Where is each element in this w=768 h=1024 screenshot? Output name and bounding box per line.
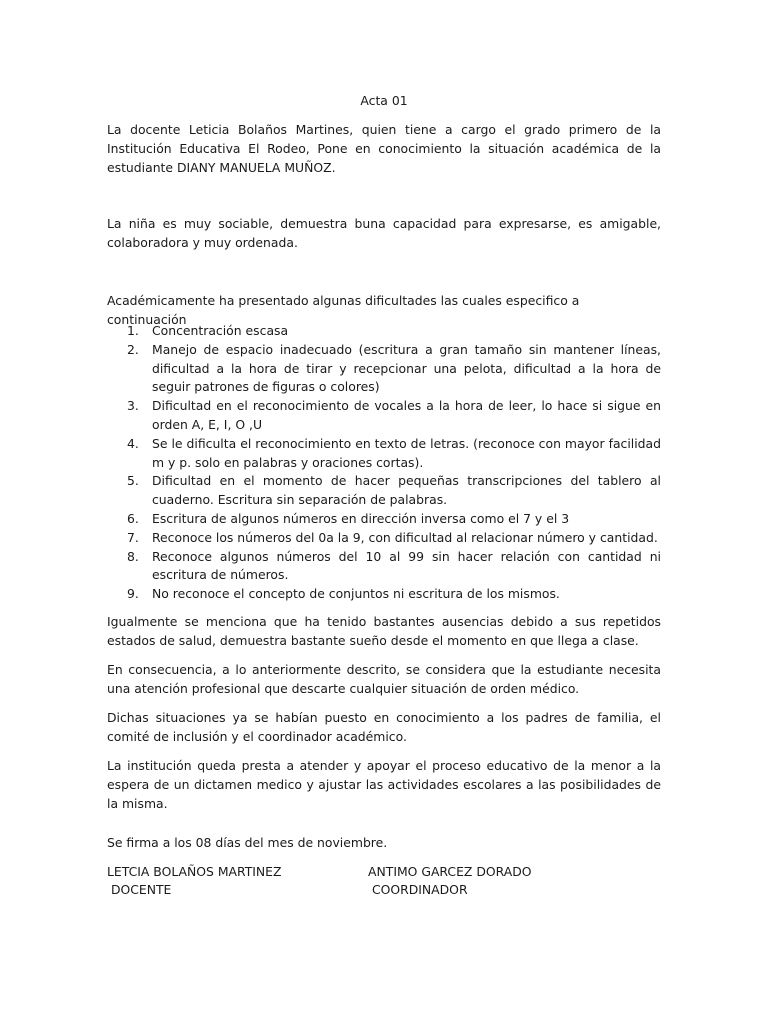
list-item-text: Dificultad en el momento de hacer pequeñas transcripciones del tablero al cuaderno. Escritura sin separación de palabras. <box>152 473 661 508</box>
list-item-number: 9. <box>127 586 139 602</box>
list-item-number: 8. <box>127 548 139 564</box>
list-item <box>107 548 661 586</box>
list-item-text: Manejo de espacio inadecuado (escritura a gran tamaño sin mantener líneas, dificultad a la hora de tirar y recepcionar una pelota, dificultad a la hora de seguir patrones de figuras o colores) <box>152 341 661 395</box>
list-item-text: Se le dificulta el reconocimiento en texto de letras. (reconoce con mayor facilidad m y p. solo en palabras y oraciones cortas). <box>152 435 661 470</box>
intro-paragraph: La docente Leticia Bolaños Martines, quien tiene a cargo el grado primero de la Institución Educativa El Rodeo, Pone en conocimiento la situación académica de la estudiante DIANY MANUELA MUÑOZ. <box>107 122 661 175</box>
conclusion-paragraph: En consecuencia, a lo anteriormente descrito, se considera que la estudiante necesita una atención profesional que descarte cualquier situación de orden médico. <box>107 662 661 696</box>
signed-date-paragraph: Se firma a los 08 días del mes de noviembre. <box>107 835 388 850</box>
difficulties-list <box>107 322 661 604</box>
list-item-text: Concentración escasa <box>152 323 289 338</box>
list-item-number: 3. <box>127 398 139 414</box>
list-item-number: 7. <box>127 529 139 545</box>
teacher-name: LETCIA BOLAÑOS MARTINEZ <box>107 864 282 879</box>
list-item-number: 6. <box>127 510 139 526</box>
list-item-text: No reconoce el concepto de conjuntos ni escritura de los mismos. <box>152 586 560 602</box>
coordinator-name: ANTIMO GARCEZ DORADO <box>368 864 532 879</box>
list-item-number: 4. <box>127 435 139 451</box>
list-item-text: Dificultad en el reconocimiento de vocales a la hora de leer, lo hace si sigue en orden A, E, I, O ,U <box>152 398 661 432</box>
coordinator-role: COORDINADOR <box>368 882 468 897</box>
list-item <box>107 510 661 529</box>
difficulties-intro-paragraph: Académicamente ha presentado algunas dificultades las cuales especifico a continuación <box>107 293 580 327</box>
list-item-number: 1. <box>127 323 139 338</box>
list-item <box>107 322 661 341</box>
list-item <box>107 472 661 510</box>
list-item-number: 5. <box>127 473 139 489</box>
list-item-text: Reconoce los números del 0a la 9, con dificultad al relacionar número y cantidad. <box>152 529 658 545</box>
list-item <box>107 435 661 473</box>
list-item-text: Escritura de algunos números en dirección inversa como el 7 y el 3 <box>152 510 570 526</box>
list-item <box>107 529 661 548</box>
description-paragraph: La niña es muy sociable, demuestra buna capacidad para expresarse, es amigable, colaboradora y muy ordenada. <box>107 216 661 250</box>
support-paragraph: La institución queda presta a atender y apoyar el proceso educativo de la menor a la espera de un dictamen medico y ajustar las actividades escolares a las posibilidades de la misma. <box>107 758 661 811</box>
absences-paragraph: Igualmente se menciona que ha tenido bastantes ausencias debido a sus repetidos estados de salud, demuestra bastante sueño desde el momento en que llega a clase. <box>107 614 661 648</box>
list-item-text: Reconoce algunos números del 10 al 99 sin hacer relación con cantidad ni escritura de números. <box>152 548 661 583</box>
document-title: Acta 01 <box>360 93 408 108</box>
teacher-role: DOCENTE <box>107 882 172 897</box>
list-item-number: 2. <box>127 341 139 357</box>
list-item <box>107 397 661 435</box>
list-item <box>107 585 661 604</box>
informed-paragraph: Dichas situaciones ya se habían puesto en conocimiento a los padres de familia, el comité de inclusión y el coordinador académico. <box>107 710 661 744</box>
list-item <box>107 341 661 397</box>
